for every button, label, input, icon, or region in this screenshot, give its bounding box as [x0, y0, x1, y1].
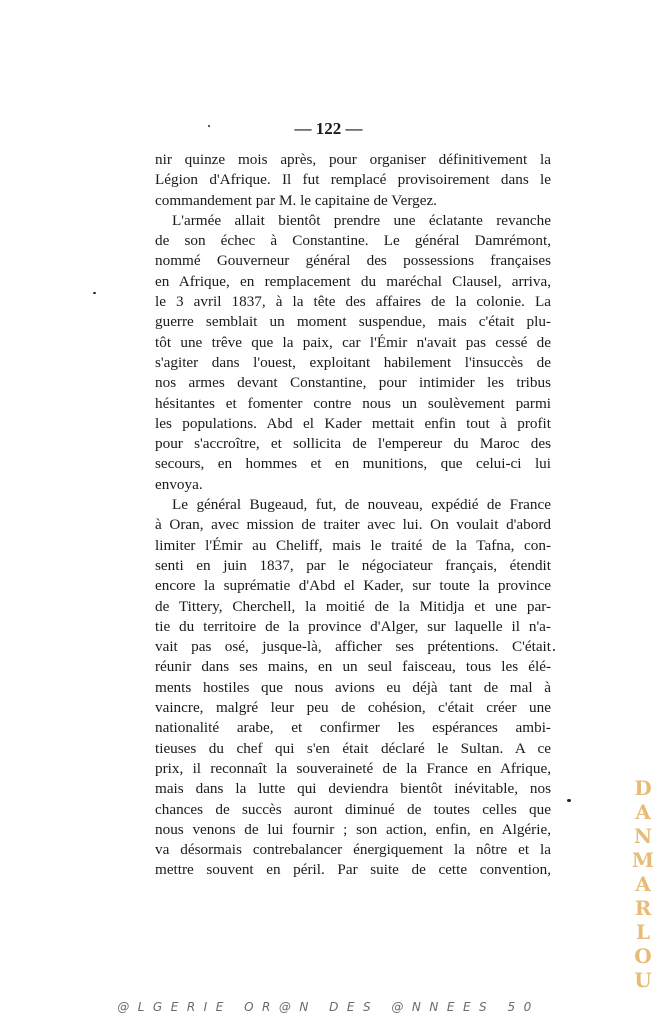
text-line: vait pas osé, jusque-là, afficher ses prétentions. C'était: [155, 638, 551, 656]
text-line: en Afrique, en remplacement du maréchal Clausel, arriva,: [155, 272, 551, 290]
text-line: s'agiter dans l'ouest, exploitant habilement l'insuccès de: [155, 353, 551, 371]
text-line: le 3 avril 1837, à la tête des affaires de la colonie. La: [155, 293, 551, 311]
text-line: envoya.: [155, 475, 203, 493]
text-line: nationalité arabe, et confirmer les espérances ambi-: [155, 719, 551, 737]
side-watermark: DANMARLOU: [631, 776, 655, 992]
text-line: nommé Gouverneur général des possessions françaises: [155, 252, 551, 270]
text-line: commandement par M. le capitaine de Vergez.: [155, 191, 437, 209]
scan-speck: [567, 799, 571, 802]
text-line: guerre semblait un moment suspendue, mais c'était plu-: [155, 313, 551, 331]
text-line: nous venons de lui fournir ; son action, enfin, en Algérie,: [155, 820, 551, 838]
text-line: ments hostiles que nous avions eu déjà tant de mal à: [155, 678, 551, 696]
text-line: de son échec à Constantine. Le général Damrémont,: [155, 232, 551, 250]
footer-caption: @LGERIE OR@N DES @NNEES 50: [117, 1000, 540, 1014]
scan-speck: [553, 649, 555, 651]
text-line: mais dans la lutte qui deviendra bientôt inévitable, nos: [155, 780, 551, 798]
body-text: [155, 150, 551, 881]
text-line: encore la suprématie d'Abd el Kader, sur toute la province: [155, 577, 551, 595]
text-line: tôt une trêve que la paix, car l'Émir n'avait pas cessé de: [155, 333, 551, 351]
text-line: de Tittery, Cherchell, la moitié de la Mitidja et une par-: [155, 597, 551, 615]
text-line: mettre souvent en péril. Par suite de cette convention,: [155, 861, 551, 879]
text-line: secours, en hommes et en munitions, que celui-ci lui: [155, 455, 551, 473]
scan-speck: [208, 125, 210, 127]
text-line: hésitantes et fomenter contre nous un soulèvement parmi: [155, 394, 551, 412]
text-line: va désormais contrebalancer énergiquement la nôtre et la: [155, 841, 551, 859]
text-line: limiter l'Émir au Cheliff, mais le traité de la Tafna, con-: [155, 536, 551, 554]
text-line: Légion d'Afrique. Il fut remplacé provisoirement dans le: [155, 171, 551, 189]
text-line: à Oran, avec mission de traiter avec lui. On voulait d'abord: [155, 516, 551, 534]
text-line: pour s'accroître, et sollicita de l'empereur du Maroc des: [155, 435, 551, 453]
text-line: nir quinze mois après, pour organiser définitivement la: [155, 151, 551, 168]
scan-speck: [93, 292, 96, 294]
text-line: chances de succès auront diminué de toutes celles que: [155, 800, 551, 818]
text-line: L'armée allait bientôt prendre une éclatante revanche: [172, 211, 551, 229]
text-line: réunir dans ses mains, en un seul faisceau, tous les élé-: [155, 658, 551, 676]
text-line: Le général Bugeaud, fut, de nouveau, expédié de France: [172, 496, 551, 514]
text-line: senti en juin 1837, par le négociateur français, étendit: [155, 556, 551, 574]
text-line: tie du territoire de la province d'Alger, sur laquelle il n'a-: [155, 617, 551, 635]
text-line: tieuses du chef qui s'en était déclaré le Sultan. A ce: [155, 739, 551, 757]
text-line: vaincre, malgré leur peu de cohésion, c'était créer une: [155, 699, 551, 717]
text-line: prix, il reconnaît la souveraineté de la France en Afrique,: [155, 759, 551, 777]
text-line: nos armes devant Constantine, pour intimider les tribus: [155, 374, 551, 392]
page-number: — 122 —: [294, 119, 363, 138]
text-line: les populations. Abd el Kader mettait enfin tout à profit: [155, 414, 551, 432]
